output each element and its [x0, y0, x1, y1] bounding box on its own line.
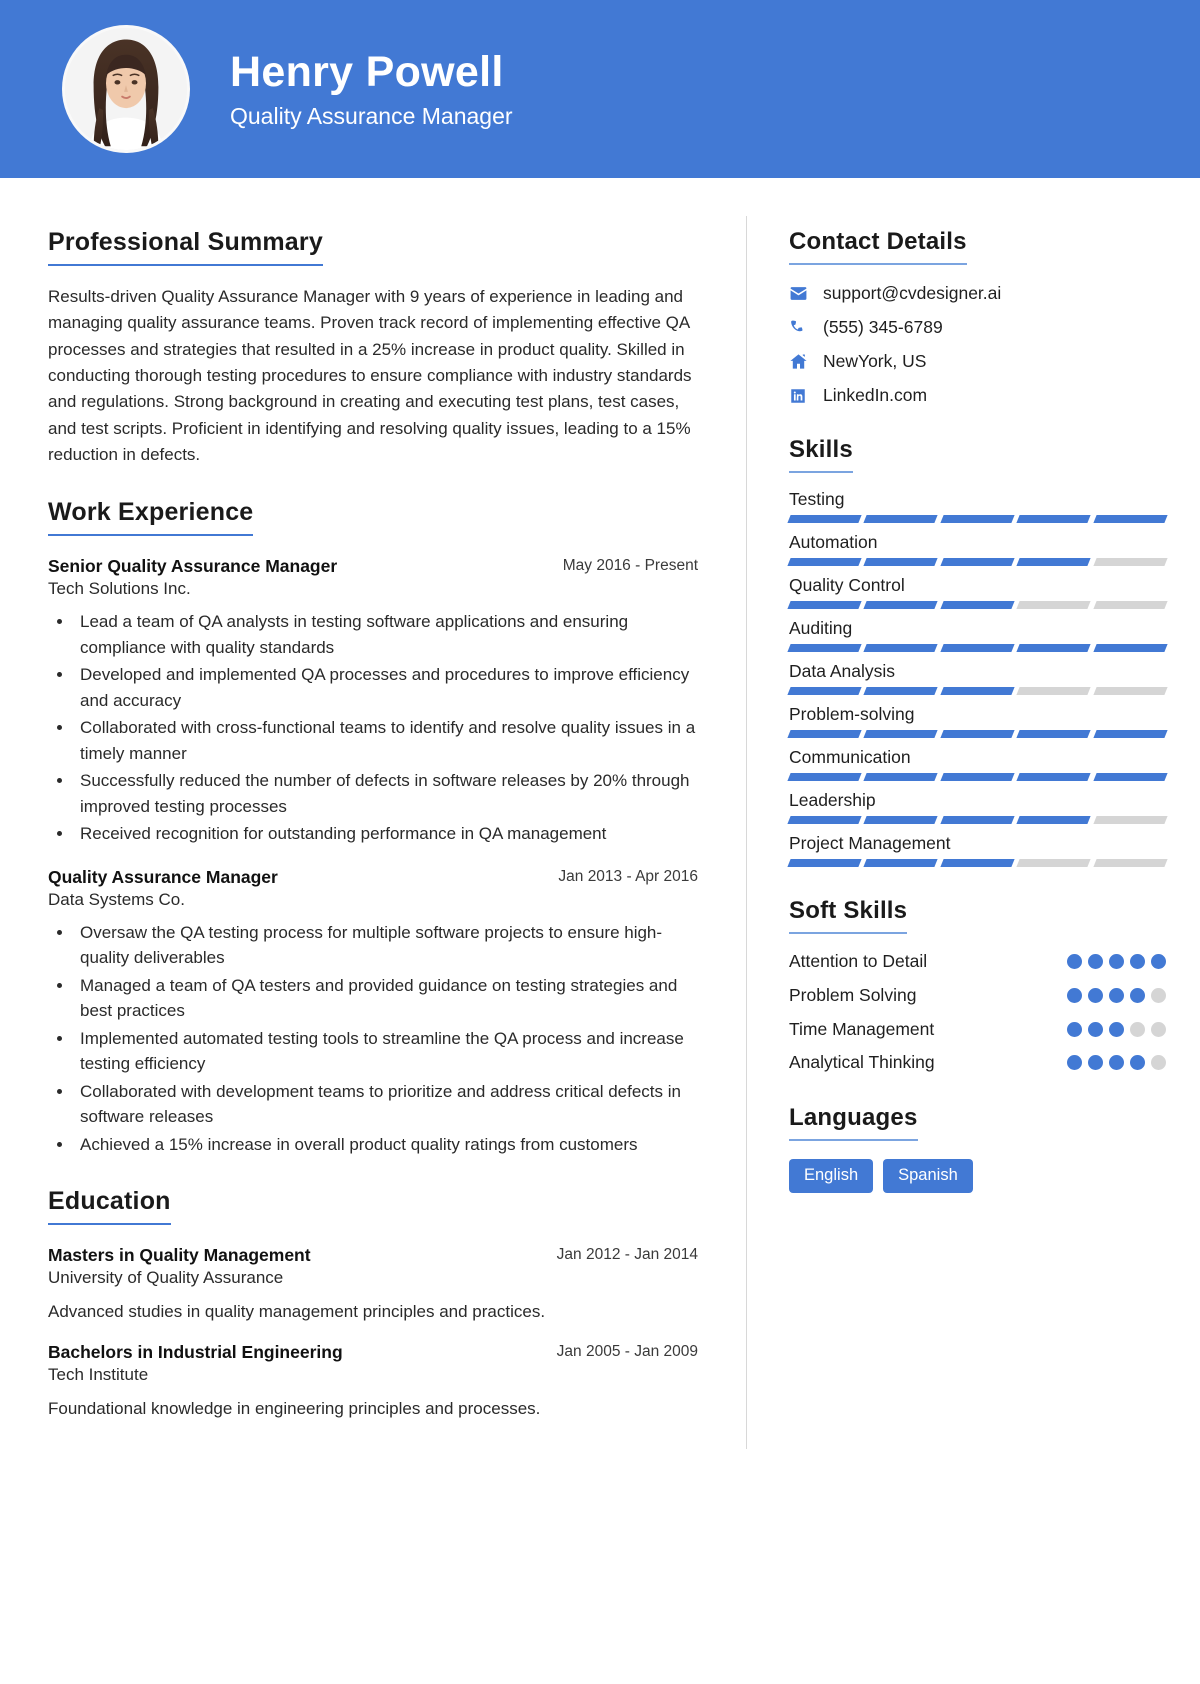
rating-dot [1109, 988, 1124, 1003]
avatar [62, 25, 190, 153]
rating-dot [1151, 1055, 1166, 1070]
rating-dot [1088, 1055, 1103, 1070]
skill-level-bar [789, 687, 1166, 695]
skill-name: Auditing [789, 618, 853, 638]
skill-row [789, 575, 1166, 609]
education-items [48, 1245, 698, 1419]
education-school: University of Quality Assurance [48, 1268, 284, 1288]
education-item [48, 1342, 698, 1419]
profile-photo-icon [65, 28, 187, 150]
section-soft-skills [789, 897, 1166, 1074]
skill-row [789, 790, 1166, 824]
skills-list [789, 489, 1166, 867]
soft-skill-name: Time Management [789, 1018, 935, 1039]
skill-name: Problem-solving [789, 704, 915, 724]
skill-segment [1017, 601, 1092, 609]
section-education [48, 1187, 698, 1419]
skill-segment [787, 601, 862, 609]
section-skills [789, 436, 1166, 867]
soft-skill-rating [1067, 1018, 1166, 1037]
language-chip[interactable]: Spanish [883, 1159, 973, 1193]
skill-name: Testing [789, 489, 845, 509]
skill-segment [864, 773, 939, 781]
skill-row [789, 704, 1166, 738]
skill-segment [1093, 601, 1168, 609]
rating-dot [1109, 1055, 1124, 1070]
section-heading-education: Education [48, 1187, 171, 1225]
work-item-bullets [74, 609, 698, 847]
page-title: Henry Powell [230, 48, 504, 97]
list-item: • Developed and implemented QA processes and procedures to improve efficiency and accuracy [74, 662, 698, 713]
skill-level-bar [789, 816, 1166, 824]
list-item: • Received recognition for outstanding performance in QA management [74, 821, 698, 847]
rating-dot [1088, 988, 1103, 1003]
skill-segment [1093, 687, 1168, 695]
section-heading-summary: Professional Summary [48, 228, 323, 266]
rating-dot [1067, 954, 1082, 969]
education-description: Advanced studies in quality management principles and practices. [48, 1302, 546, 1322]
skill-row [789, 532, 1166, 566]
rating-dot [1109, 1022, 1124, 1037]
skill-row [789, 618, 1166, 652]
education-degree: Masters in Quality Management [48, 1245, 311, 1266]
skill-row [789, 489, 1166, 523]
work-item-role: Senior Quality Assurance Manager [48, 556, 338, 577]
skill-segment [940, 816, 1015, 824]
contact-value: (555) 345-6789 [823, 317, 943, 337]
skill-segment [864, 558, 939, 566]
contact-row[interactable] [789, 385, 1166, 406]
education-item-header [48, 1245, 698, 1266]
skill-segment [864, 644, 939, 652]
contact-row[interactable] [789, 351, 1166, 372]
skill-segment [787, 644, 862, 652]
section-languages [789, 1104, 1166, 1193]
soft-skill-row [789, 1051, 1166, 1074]
resume-header [0, 0, 1200, 178]
languages-list [789, 1159, 1166, 1193]
section-heading-contact: Contact Details [789, 228, 967, 265]
skill-segment [787, 730, 862, 738]
contact-value: NewYork, US [823, 351, 927, 371]
skill-segment [940, 773, 1015, 781]
skill-segment [940, 644, 1015, 652]
work-item-dates: May 2016 - Present [562, 557, 698, 575]
soft-skill-rating [1067, 950, 1166, 969]
skill-name: Data Analysis [789, 661, 896, 681]
skill-segment [940, 515, 1015, 523]
soft-skill-name: Analytical Thinking [789, 1052, 935, 1073]
rating-dot [1067, 988, 1082, 1003]
section-heading-soft-skills: Soft Skills [789, 897, 907, 934]
skill-segment [1017, 730, 1092, 738]
contact-value: support@cvdesigner.ai [823, 283, 1002, 303]
skill-segment [940, 558, 1015, 566]
summary-text: Results-driven Quality Assurance Manager with 9 years of experience in leading and managing quality assurance teams. Proven track record of implementing effective QA processes and strategies that resulted in a 25% increase in product quality. Skilled in conducting thorough testing procedures to ensure compliance with industry standards and regulations. Strong background in creating and executing test plans, test cases, and test scripts. Proficient in identifying and resolving quality issues, leading to a 15% reduction in defects. [48, 287, 692, 465]
rating-dot [1130, 954, 1145, 969]
work-item [48, 867, 698, 1158]
skill-segment [1017, 687, 1092, 695]
skill-segment [1093, 816, 1168, 824]
rating-dot [1067, 1022, 1082, 1037]
work-item-bullets [74, 920, 698, 1158]
skill-segment [787, 773, 862, 781]
skill-name: Leadership [789, 790, 876, 810]
main-column [0, 210, 746, 1489]
skill-segment [1017, 859, 1092, 867]
skill-row [789, 833, 1166, 867]
work-items [48, 556, 698, 1157]
work-item-header [48, 556, 698, 577]
rating-dot [1088, 954, 1103, 969]
skill-segment [940, 687, 1015, 695]
resume-body [0, 178, 1200, 1489]
contact-row[interactable] [789, 283, 1166, 304]
contact-value: LinkedIn.com [823, 385, 928, 405]
skill-segment [1017, 773, 1092, 781]
section-heading-skills: Skills [789, 436, 853, 473]
rating-dot [1151, 988, 1166, 1003]
section-heading-work: Work Experience [48, 498, 253, 536]
skill-level-bar [789, 730, 1166, 738]
skill-segment [1093, 859, 1168, 867]
skill-level-bar [789, 515, 1166, 523]
soft-skill-row [789, 1018, 1166, 1041]
skill-level-bar [789, 601, 1166, 609]
skill-level-bar [789, 644, 1166, 652]
section-contact-details [789, 228, 1166, 406]
contact-list [789, 283, 1166, 406]
section-heading-languages: Languages [789, 1104, 918, 1141]
soft-skill-row [789, 950, 1166, 973]
education-school: Tech Institute [48, 1365, 149, 1385]
header-text [230, 48, 513, 129]
list-item: • Collaborated with cross-functional teams to identify and resolve quality issues in a timely manner [74, 715, 698, 766]
skill-segment [1017, 644, 1092, 652]
skill-segment [864, 730, 939, 738]
work-item-company: Data Systems Co. [48, 889, 185, 909]
skill-name: Quality Control [789, 575, 905, 595]
skill-segment [1093, 773, 1168, 781]
sidebar-column [747, 210, 1200, 1489]
education-item [48, 1245, 698, 1322]
skill-segment [864, 687, 939, 695]
rating-dot [1151, 954, 1166, 969]
skill-segment [1093, 644, 1168, 652]
skill-segment [940, 601, 1015, 609]
work-item-company: Tech Solutions Inc. [48, 579, 191, 599]
list-item: • Managed a team of QA testers and provided guidance on testing strategies and best practices [74, 973, 698, 1024]
skill-segment [787, 558, 862, 566]
language-chip[interactable]: English [789, 1159, 873, 1193]
skill-row [789, 747, 1166, 781]
skill-row [789, 661, 1166, 695]
rating-dot [1067, 1055, 1082, 1070]
list-item: • Successfully reduced the number of defects in software releases by 20% through improved testing processes [74, 768, 698, 819]
list-item: • Collaborated with development teams to prioritize and address critical defects in software releases [74, 1079, 698, 1130]
skill-level-bar [789, 859, 1166, 867]
skill-segment [1017, 558, 1092, 566]
envelope-icon [789, 284, 815, 303]
soft-skills-list [789, 950, 1166, 1074]
skill-segment [1093, 558, 1168, 566]
skill-segment [1017, 515, 1092, 523]
rating-dot [1130, 1022, 1145, 1037]
home-icon [789, 352, 815, 371]
skill-segment [787, 515, 862, 523]
skill-segment [1093, 515, 1168, 523]
list-item: • Oversaw the QA testing process for multiple software projects to ensure high-quality deliverables [74, 920, 698, 971]
skill-segment [1017, 816, 1092, 824]
phone-icon [789, 319, 815, 336]
skill-segment [864, 515, 939, 523]
education-item-header [48, 1342, 698, 1363]
work-item-role: Quality Assurance Manager [48, 866, 278, 887]
list-item: • Achieved a 15% increase in overall product quality ratings from customers [74, 1132, 698, 1158]
soft-skill-rating [1067, 1051, 1166, 1070]
skill-level-bar [789, 773, 1166, 781]
skill-name: Communication [789, 747, 911, 767]
skill-segment [940, 859, 1015, 867]
soft-skill-rating [1067, 984, 1166, 1003]
work-item-header [48, 867, 698, 888]
rating-dot [1088, 1022, 1103, 1037]
linkedin-icon [789, 387, 815, 405]
work-item [48, 556, 698, 847]
skill-name: Project Management [789, 833, 951, 853]
skill-segment [1093, 730, 1168, 738]
skill-segment [864, 601, 939, 609]
soft-skill-name: Problem Solving [789, 984, 917, 1005]
rating-dot [1130, 988, 1145, 1003]
skill-segment [787, 816, 862, 824]
list-item: • Lead a team of QA analysts in testing software applications and ensuring compliance with quality standards [74, 609, 698, 660]
education-description: Foundational knowledge in engineering principles and processes. [48, 1399, 541, 1419]
soft-skill-row [789, 984, 1166, 1007]
skill-segment [787, 687, 862, 695]
skill-segment [864, 816, 939, 824]
rating-dot [1151, 1022, 1166, 1037]
skill-segment [864, 859, 939, 867]
section-professional-summary [48, 228, 698, 468]
contact-row[interactable] [789, 317, 1166, 338]
skill-segment [940, 730, 1015, 738]
work-item-dates: Jan 2013 - Apr 2016 [558, 867, 698, 885]
skill-name: Automation [789, 532, 878, 552]
education-dates: Jan 2012 - Jan 2014 [556, 1246, 698, 1264]
rating-dot [1130, 1055, 1145, 1070]
list-item: • Implemented automated testing tools to streamline the QA process and increase testing efficiency [74, 1026, 698, 1077]
education-dates: Jan 2005 - Jan 2009 [556, 1343, 698, 1361]
soft-skill-name: Attention to Detail [789, 951, 928, 971]
section-work-experience [48, 498, 698, 1157]
education-degree: Bachelors in Industrial Engineering [48, 1342, 343, 1363]
header-role: Quality Assurance Manager [230, 102, 513, 129]
skill-segment [787, 859, 862, 867]
rating-dot [1109, 954, 1124, 969]
skill-level-bar [789, 558, 1166, 566]
